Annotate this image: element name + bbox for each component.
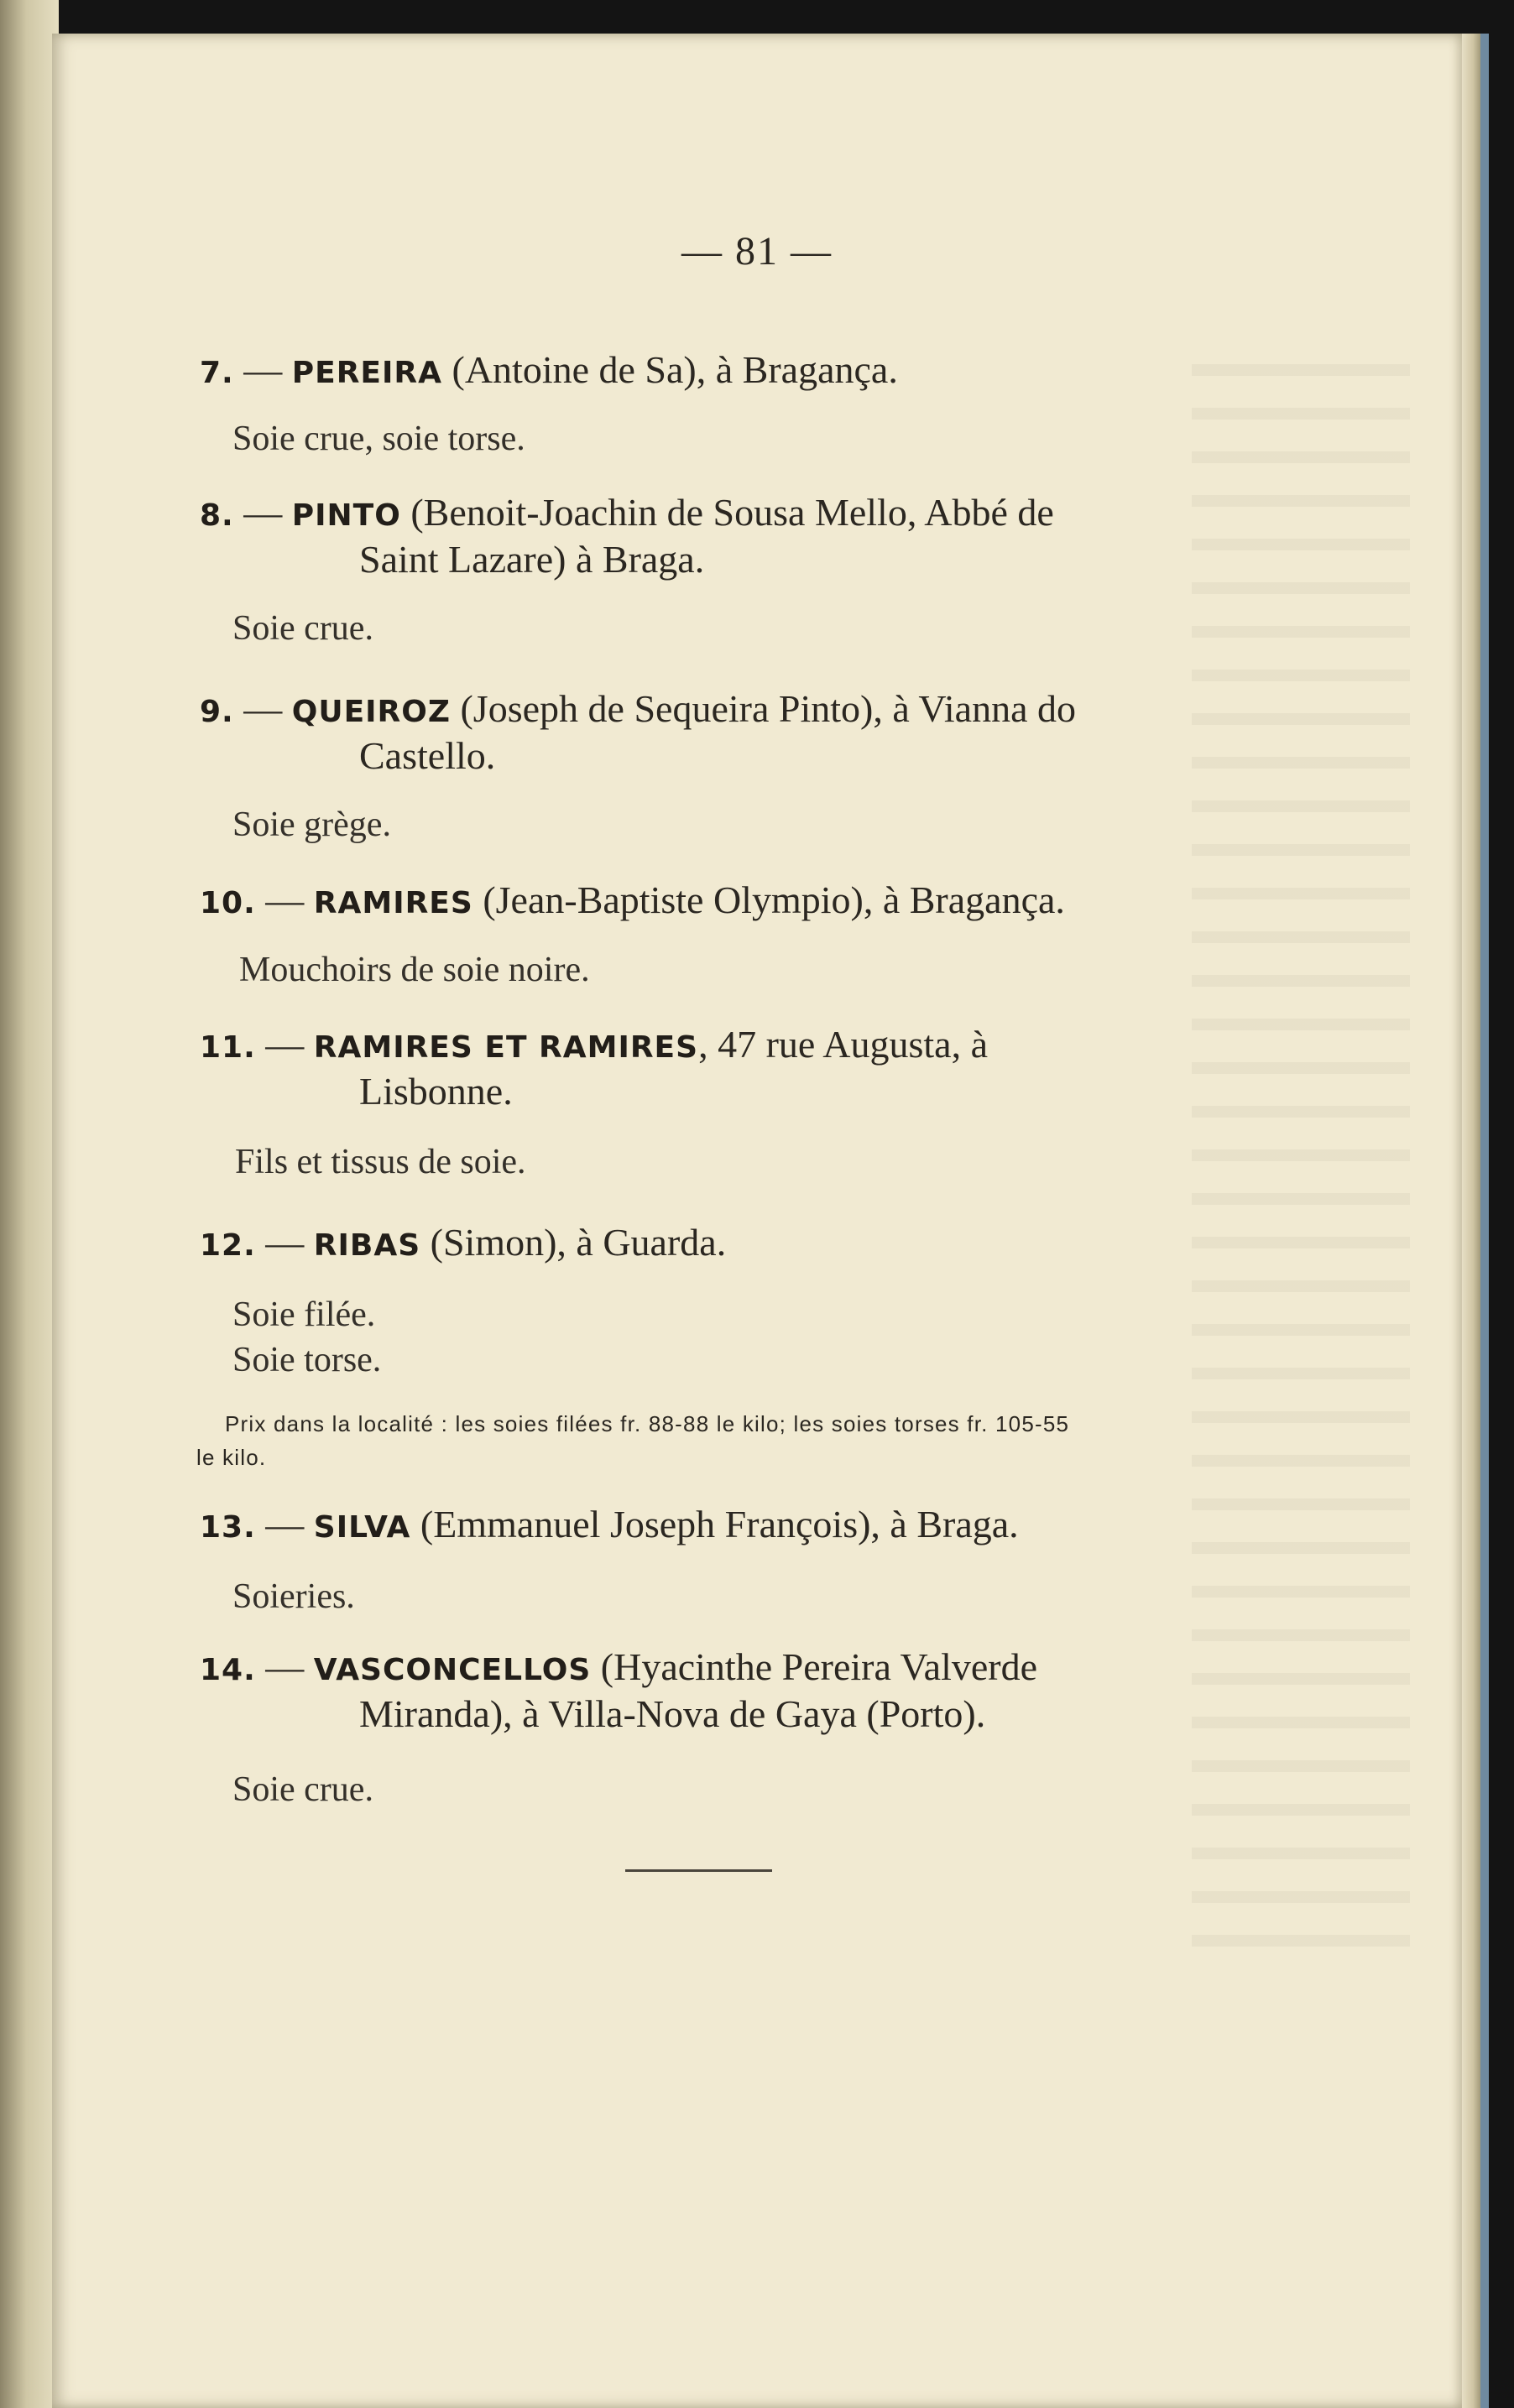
entry-12-heading: [200, 1223, 726, 1262]
entry-description: (Simon), à Guarda.: [430, 1221, 727, 1264]
entry-14-heading: [200, 1645, 1038, 1688]
entry-8-product: Soie crue.: [232, 609, 373, 648]
entry-description: (Hyacinthe Pereira Valverde: [600, 1645, 1038, 1688]
entry-number: 8.: [200, 498, 234, 533]
entry-dash: —: [265, 1645, 305, 1688]
price-note: Prix dans la localité : les soies filées fr. 88-88 le kilo; les soies torses fr. 105-55: [225, 1411, 1070, 1436]
entry-name: PEREIRA: [291, 356, 442, 390]
entry-description: (Emmanuel Joseph François), à Braga.: [420, 1503, 1019, 1545]
page-edge: [1462, 34, 1480, 2408]
entry-11-heading: [200, 1025, 988, 1064]
entry-9-product: Soie grège.: [232, 805, 391, 844]
entry-number: 12.: [200, 1228, 256, 1263]
entry-14-product: Soie crue.: [232, 1770, 373, 1809]
facing-page-edge: [0, 0, 59, 2408]
entry-13-heading: [200, 1505, 1019, 1544]
entry-14-continuation: Miranda), à Villa-Nova de Gaya (Porto).: [359, 1692, 986, 1735]
entry-12-product: Soie torse.: [232, 1341, 382, 1379]
entry-dash: —: [243, 687, 283, 730]
entry-name: RIBAS: [313, 1228, 421, 1263]
entry-10-heading: [200, 878, 1065, 921]
entry-11-product: Fils et tissus de soie.: [235, 1143, 526, 1181]
entry-dash: —: [243, 348, 283, 391]
bleed-through-text: [1192, 352, 1410, 1947]
entry-dash: —: [265, 878, 305, 921]
entry-dash: —: [265, 1503, 305, 1545]
entry-dash: —: [265, 1023, 305, 1066]
entry-number: 7.: [200, 356, 234, 390]
entry-11-continuation: Lisbonne.: [359, 1070, 513, 1113]
entry-dash: —: [265, 1221, 305, 1264]
entry-dash: —: [243, 491, 283, 534]
cover-edge: [1480, 34, 1489, 2408]
entry-description: (Antoine de Sa), à Bragança.: [452, 348, 898, 391]
entry-description: , 47 rue Augusta, à: [698, 1023, 989, 1066]
entry-12-product: Soie filée.: [232, 1295, 376, 1334]
entry-number: 13.: [200, 1510, 256, 1545]
entry-description: (Joseph de Sequeira Pinto), à Vianna do: [460, 687, 1076, 730]
entry-10-product: Mouchoirs de soie noire.: [239, 951, 590, 989]
entry-name: PINTO: [291, 498, 401, 533]
entry-name: SILVA: [313, 1510, 411, 1545]
entry-7-product: Soie crue, soie torse.: [232, 420, 525, 458]
entry-name: QUEIROZ: [291, 695, 451, 729]
entry-name: RAMIRES: [313, 886, 473, 920]
entry-13-product: Soieries.: [232, 1577, 355, 1616]
entry-number: 14.: [200, 1653, 256, 1687]
entry-8-heading: [200, 493, 1054, 532]
entry-description: (Benoit-Joachin de Sousa Mello, Abbé de: [410, 491, 1054, 534]
entry-name: VASCONCELLOS: [313, 1653, 592, 1687]
entry-number: 11.: [200, 1030, 256, 1065]
end-rule: [625, 1869, 772, 1872]
entry-9-heading: [200, 687, 1076, 730]
entry-9-continuation: Castello.: [359, 734, 496, 777]
entry-number: 9.: [200, 695, 234, 729]
entry-description: (Jean-Baptiste Olympio), à Bragança.: [483, 878, 1065, 921]
page-number: — 81 —: [681, 229, 833, 274]
entry-name: RAMIRES ET RAMIRES: [313, 1030, 699, 1065]
price-note-continuation: le kilo.: [196, 1445, 267, 1470]
entry-7-heading: [200, 348, 898, 391]
entry-8-continuation: Saint Lazare) à Braga.: [359, 538, 705, 581]
entry-number: 10.: [200, 886, 256, 920]
